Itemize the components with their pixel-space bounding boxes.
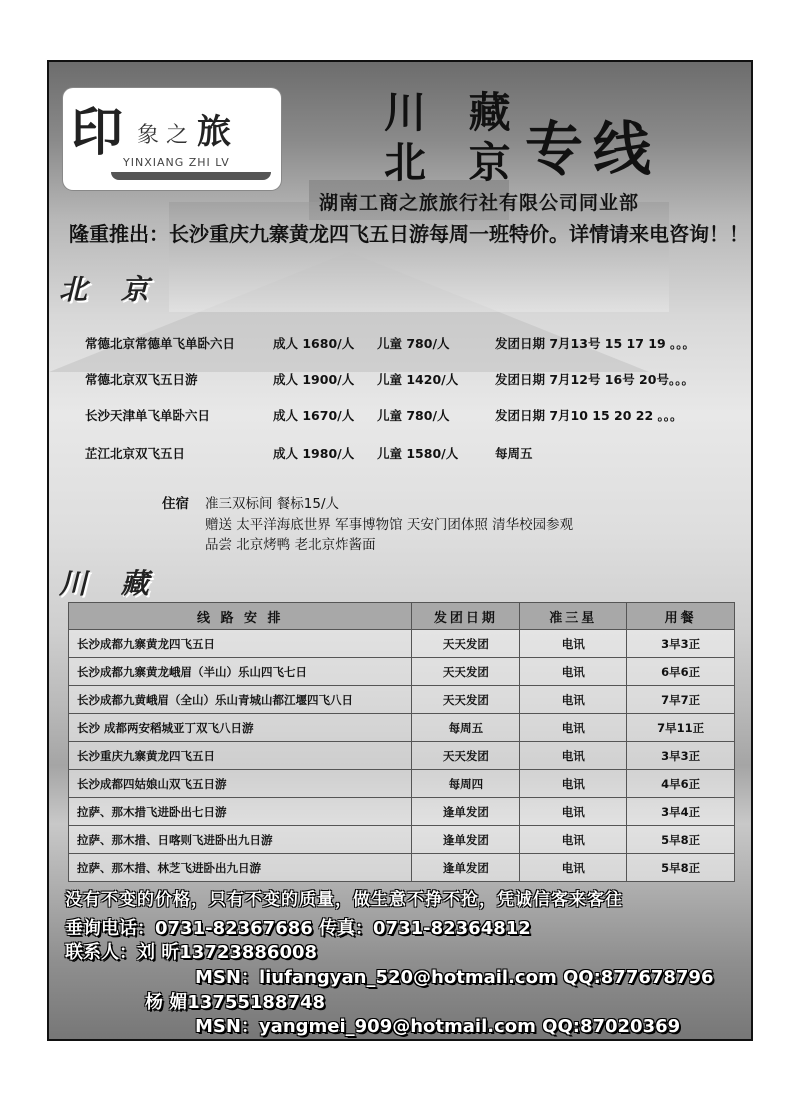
hotel-cell: 电讯 [520,770,627,798]
slogan: 没有不变的价格，只有不变的质量，做生意不挣不抢，凭诚信客来客往 [65,890,623,910]
adult-price: 成人 1980/人 [273,446,355,461]
promo-headline: 隆重推出：长沙重庆九寨黄龙四飞五日游每周一班特价。详情请来电咨询！！ [69,222,749,246]
meals-cell: 3早4正 [627,798,735,826]
msn-liu: MSN：liufangyan_520@hotmail.com QQ:877678796 [195,967,714,988]
child-price: 儿童 1420/人 [377,372,459,387]
route-name: 常德北京常德单飞单卧六日 [85,336,236,351]
child-price: 儿童 780/人 [377,408,450,423]
route-cell: 拉萨、那木措飞进卧出七日游 [69,798,412,826]
route-cell: 拉萨、那木措、日喀则飞进卧出九日游 [69,826,412,854]
logo-char-yin: 印 [71,102,124,163]
header-hotel: 准三星 [520,603,627,630]
table-header-row [69,603,735,630]
lodging-label: 住宿 [162,496,189,512]
route-title-chuanzang: 川 藏 [384,88,525,137]
departure-cell: 逢单发团 [412,826,520,854]
meals-cell: 5早8正 [627,826,735,854]
header-meals: 用餐 [627,603,735,630]
departure-dates: 每周五 [495,446,533,461]
departure-cell: 天天发团 [412,658,520,686]
msn-yang: MSN：yangmei_909@hotmail.com QQ:87020369 [195,1016,681,1037]
phone-fax: 垂询电话：0731-82367686 传真：0731-82364812 [65,918,531,939]
logo-char-lv: 旅 [197,112,231,152]
hotel-cell: 电讯 [520,798,627,826]
child-price: 儿童 1580/人 [377,446,459,461]
table-row [69,686,735,714]
meals-cell: 6早6正 [627,658,735,686]
tasting-items: 品尝 北京烤鸭 老北京炸酱面 [205,537,376,553]
route-name: 常德北京双飞五日游 [85,372,198,387]
departure-cell: 每周五 [412,714,520,742]
chuanzang-route-table [68,602,735,882]
meals-cell: 4早6正 [627,770,735,798]
child-price: 儿童 780/人 [377,336,450,351]
company-logo [63,88,281,190]
departure-cell: 逢单发团 [412,854,520,882]
hotel-cell: 电讯 [520,714,627,742]
hotel-cell: 电讯 [520,742,627,770]
meals-cell: 3早3正 [627,630,735,658]
meals-cell: 3早3正 [627,742,735,770]
route-cell: 长沙成都四姑娘山双飞五日游 [69,770,412,798]
route-cell: 长沙 成都两安稻城亚丁双飞八日游 [69,714,412,742]
route-cell: 拉萨、那木措、林芝飞进卧出九日游 [69,854,412,882]
departure-cell: 每周四 [412,770,520,798]
section-heading-beijing: 北 京 [59,273,161,306]
gift-items: 赠送 太平洋海底世界 军事博物馆 天安门团体照 清华校园参观 [205,517,574,533]
table-row [69,770,735,798]
table-row [69,798,735,826]
departure-cell: 天天发团 [412,686,520,714]
table-row [69,854,735,882]
header-route: 线 路 安 排 [69,603,412,630]
route-cell: 长沙成都九黄峨眉（全山）乐山青城山都江堰四飞八日 [69,686,412,714]
meals-cell: 5早8正 [627,854,735,882]
departure-dates: 发团日期 7月12号 16号 20号。。。 [495,372,694,387]
departure-cell: 逢单发团 [412,798,520,826]
logo-pinyin: YINXIANG ZHI LV [123,156,230,169]
lodging-detail: 准三双标间 餐标15/人 [205,496,340,512]
hotel-cell: 电讯 [520,686,627,714]
meals-cell: 7早11正 [627,714,735,742]
route-name: 长沙天津单飞单卧六日 [85,408,211,423]
route-title-beijing: 北 京 [384,138,525,187]
company-name: 湖南工商之旅旅行社有限公司同业部 [319,192,640,214]
adult-price: 成人 1900/人 [273,372,355,387]
hotel-cell: 电讯 [520,630,627,658]
route-cell: 长沙重庆九寨黄龙四飞五日 [69,742,412,770]
table-row [69,742,735,770]
table-row [69,658,735,686]
table-row [69,714,735,742]
departure-cell: 天天发团 [412,630,520,658]
departure-dates: 发团日期 7月10 15 20 22 。。。 [495,408,683,423]
route-cell: 长沙成都九寨黄龙四飞五日 [69,630,412,658]
route-title-zhuanxian: 专线 [525,115,662,183]
route-cell: 长沙成都九寨黄龙峨眉（半山）乐山四飞七日 [69,658,412,686]
section-heading-chuanzang: 川 藏 [59,567,161,600]
adult-price: 成人 1680/人 [273,336,355,351]
logo-char-middle: 象 之 [137,123,188,148]
hotel-cell: 电讯 [520,658,627,686]
header-departure: 发团日期 [412,603,520,630]
logo-swoosh [111,172,271,180]
route-name: 芷江北京双飞五日 [85,446,186,461]
meals-cell: 7早7正 [627,686,735,714]
departure-cell: 天天发团 [412,742,520,770]
flyer [47,60,753,1041]
adult-price: 成人 1670/人 [273,408,355,423]
contact-liu: 联系人：刘 昕13723886008 [65,942,318,963]
hotel-cell: 电讯 [520,854,627,882]
table-row [69,630,735,658]
hotel-cell: 电讯 [520,826,627,854]
table-row [69,826,735,854]
departure-dates: 发团日期 7月13号 15 17 19 。。。 [495,336,696,351]
contact-yang: 杨 媚13755188748 [145,992,326,1013]
